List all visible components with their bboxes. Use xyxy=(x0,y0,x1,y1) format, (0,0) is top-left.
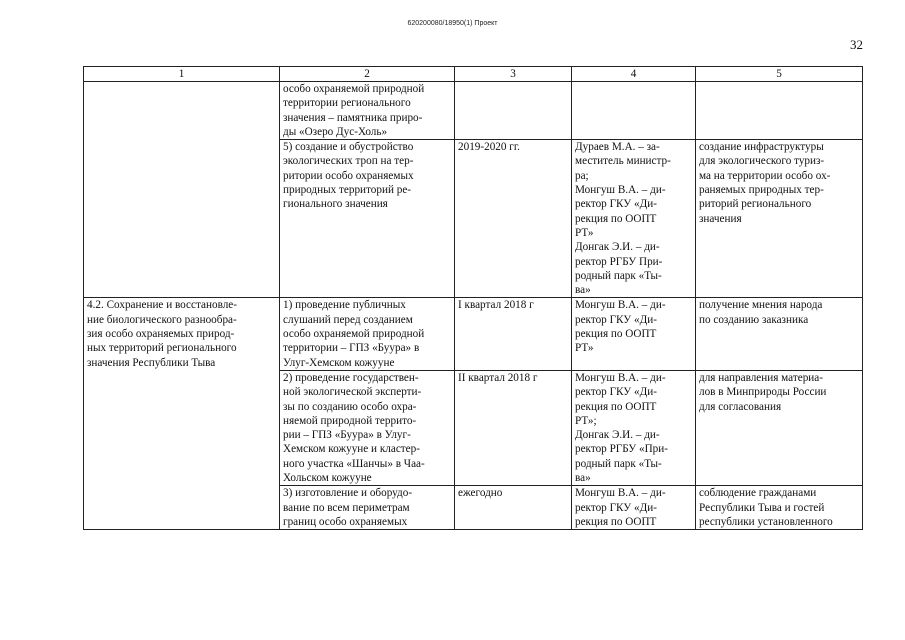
table-cell: 2) проведение государствен- ной экологической эксперти- зы по созданию особо охра- няемой природной террито- рии – ГПЗ «Буура» в Улуг- Хемском кожууне и кластер- ного участка «Шанчы» в Чаа- Хольском кожууне xyxy=(280,370,455,485)
table-cell: 2019-2020 гг. xyxy=(455,140,572,298)
column-header: 4 xyxy=(572,67,696,82)
table-cell: получение мнения народа по созданию заказника xyxy=(696,298,863,370)
table-cell: Монгуш В.А. – ди- ректор ГКУ «Ди- рекция по ООПТ РТ»; Донгак Э.И. – ди- ректор РГБУ «При- родный парк «Ты- ва» xyxy=(572,370,696,485)
table-cell xyxy=(455,82,572,140)
table-cell: 4.2. Сохранение и восстановле- ние биологического разнообра- зия особо охраняемых природ- ных территорий регионального значения Республики Тыва xyxy=(84,298,280,530)
document-id: 620200080/18950(1) Проект xyxy=(407,20,498,27)
table-row xyxy=(84,82,863,140)
table-cell: 3) изготовление и оборудо- вание по всем периметрам границ особо охраняемых xyxy=(280,486,455,530)
column-header: 2 xyxy=(280,67,455,82)
table-cell xyxy=(84,82,280,298)
column-header: 5 xyxy=(696,67,863,82)
table-cell: ежегодно xyxy=(455,486,572,530)
table-header-row xyxy=(84,67,863,82)
page-number: 32 xyxy=(850,37,863,52)
table-cell: особо охраняемой природной территории регионального значения – памятника приро- ды «Озеро Дус-Холь» xyxy=(280,82,455,140)
table-cell: соблюдение гражданами Республики Тыва и гостей республики установленного xyxy=(696,486,863,530)
table-cell: II квартал 2018 г xyxy=(455,370,572,485)
table-cell: 1) проведение публичных слушаний перед созданием особо охраняемой природной территории – ГПЗ «Буура» в Улуг-Хемском кожууне xyxy=(280,298,455,370)
column-header: 1 xyxy=(84,67,280,82)
table-cell xyxy=(696,82,863,140)
table-cell xyxy=(572,82,696,140)
table-row xyxy=(84,298,863,370)
table-cell: создание инфраструктуры для экологического туриз- ма на территории особо ох- раняемых природных тер- риторий регионального значения xyxy=(696,140,863,298)
table-cell: I квартал 2018 г xyxy=(455,298,572,370)
table-cell: Дураев М.А. – за- меститель министр- ра; Монгуш В.А. – ди- ректор ГКУ «Ди- рекция по ООПТ РТ» Донгак Э.И. – ди- ректор РГБУ При- родный парк «Ты- ва» xyxy=(572,140,696,298)
table-cell: для направления материа- лов в Минприроды России для согласования xyxy=(696,370,863,485)
measures-table xyxy=(83,66,863,530)
table-cell: Монгуш В.А. – ди- ректор ГКУ «Ди- рекция по ООПТ xyxy=(572,486,696,530)
column-header: 3 xyxy=(455,67,572,82)
table-cell: 5) создание и обустройство экологических троп на тер- ритории особо охраняемых природных территорий ре- гионального значения xyxy=(280,140,455,298)
table-cell: Монгуш В.А. – ди- ректор ГКУ «Ди- рекция по ООПТ РТ» xyxy=(572,298,696,370)
